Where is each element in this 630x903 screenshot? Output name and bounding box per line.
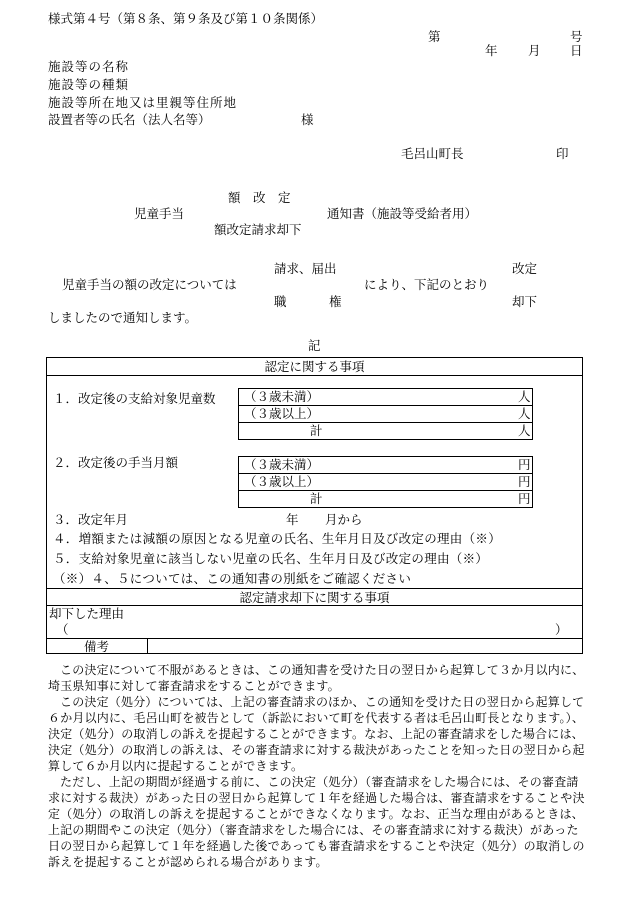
item2-row2-unit: 円	[518, 474, 531, 489]
item2-label: ２．改定後の手当月額	[53, 455, 179, 470]
statement-main-left: 児童手当の額の改定については	[62, 277, 237, 292]
paren-open: （	[56, 622, 69, 637]
section1-title: 認定に関する事項	[264, 359, 365, 374]
item2-row3-unit: 円	[518, 491, 531, 506]
appeal-note-1: この決定について不服があるときは、この通知書を受けた日の翌日から起算して３か月以内に、埼玉県知事に対して審査請求をすることができます。	[48, 663, 585, 693]
table-note: （※）４、５については、この通知書の別紙をご確認ください	[53, 571, 412, 586]
appeal-note-2: この決定（処分）については、上記の審査請求のほか、この通知を受けた日の翌日から起算して６か月以内に、毛呂山町を被告として（訴訟において町を代表する者は毛呂山町長となります。）、決定（処分）の取消しの訴えを提起することができます。なお、上記の審査請求をした場合には、決定（処分）の取消しの訴えは、その審査請求に対する裁決があったことを知った日の翌日から起算して６か月以内に提起することができます。	[48, 695, 585, 773]
divider	[238, 422, 533, 423]
item4-label: ４．増額または減額の原因となる児童の氏名、生年月日及び改定の理由（※）	[53, 531, 502, 546]
item1-row3-label: 計	[310, 423, 323, 438]
item1-label: １．改定後の支給対象児童数	[53, 391, 216, 406]
reject-reason-label: 却下した理由	[49, 606, 125, 621]
statement-main-mid: により、下記のとおり	[364, 277, 490, 292]
divider	[238, 490, 533, 491]
divider	[46, 588, 583, 589]
statement-upper-mid: 請求、届出	[274, 261, 337, 276]
facility-address: 施設等所在地又は里親等住所地	[48, 95, 238, 110]
form-label: 様式第４号（第８条、第９条及び第１０条関係）	[48, 11, 324, 26]
sender-seal: 印	[556, 146, 569, 161]
item2-row1-unit: 円	[518, 457, 531, 472]
sender-title: 毛呂山町長	[401, 146, 464, 161]
item2-row3-label: 計	[310, 491, 323, 506]
appeal-note-3: ただし、上記の期間が経過する前に、この決定（処分）（審査請求をした場合には、その審査請求に対する裁決）があった日の翌日から起算して１年を経過した場合は、審査請求をすることや決定（処分）の取消しの訴えを提起することができなくなります。なお、正当な理由があるときは、上記の期間やこの決定（処分）（審査請求をした場合には、その審査請求に対する裁決）があった日の翌日から起算して１年を経過した後であっても審査請求をすることや決定（処分）の取消しの訴えを提起することが認められる場合があります。	[48, 775, 585, 869]
appeal-notes	[48, 662, 588, 870]
number-go: 号	[570, 29, 583, 44]
item1-row1-label: （３歳未満）	[244, 389, 320, 404]
item2-row2-label: （３歳以上）	[244, 474, 320, 489]
statement-lower-mid-b: 権	[329, 294, 342, 309]
divider	[46, 375, 583, 376]
remarks-label: 備考	[83, 639, 109, 654]
item1-row1-unit: 人	[518, 389, 531, 404]
facility-sama: 様	[301, 112, 314, 127]
item3-year: 年	[286, 512, 299, 527]
date-month: 月	[528, 43, 541, 58]
item1-row2-label: （３歳以上）	[244, 406, 320, 421]
statement-end: しましたので通知します。	[48, 310, 198, 325]
statement-lower-mid-a: 職	[274, 294, 287, 309]
facility-name: 施設等の名称	[48, 59, 130, 74]
date-day: 日	[570, 43, 583, 58]
item3-month: 月から	[325, 512, 363, 527]
item3-label: ３．改定年月	[53, 512, 129, 527]
facility-type: 施設等の種類	[48, 77, 130, 92]
paren-close: ）	[555, 622, 568, 637]
item2-row1-label: （３歳未満）	[244, 457, 320, 472]
heading-bottom: 額改定請求却下	[214, 222, 302, 237]
facility-owner: 設置者等の氏名（法人名等）	[48, 112, 211, 127]
heading-top: 額 改 定	[228, 190, 291, 205]
ki-label: 記	[308, 338, 321, 353]
statement-lower-right: 却下	[512, 294, 538, 309]
divider	[147, 638, 148, 654]
item5-label: ５．支給対象児童に該当しない児童の氏名、生年月日及び改定の理由（※）	[53, 551, 489, 566]
date-year: 年	[485, 43, 498, 58]
heading-right: 通知書（施設等受給者用）	[327, 206, 478, 221]
heading-left: 児童手当	[134, 206, 185, 221]
statement-upper-right: 改定	[512, 261, 538, 276]
item1-row2-unit: 人	[518, 406, 531, 421]
item1-row3-unit: 人	[518, 423, 531, 438]
section2-title: 認定請求却下に関する事項	[239, 590, 390, 605]
number-dai: 第	[428, 29, 441, 44]
divider	[46, 605, 583, 606]
